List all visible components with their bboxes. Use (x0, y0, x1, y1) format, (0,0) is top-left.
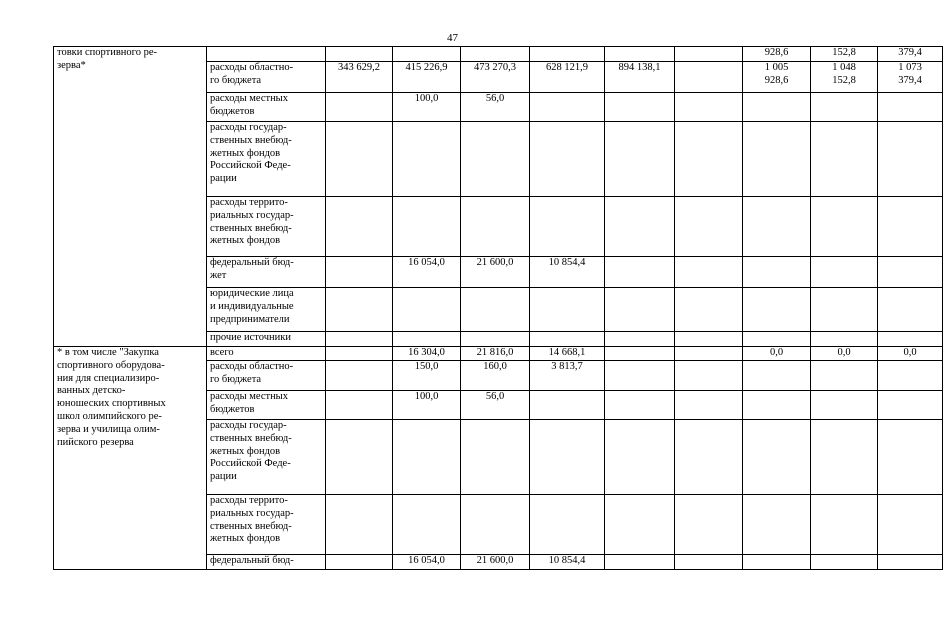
value-cell (743, 122, 811, 197)
value-cell (675, 347, 743, 361)
funding-source-cell: расходы террито- риальных государ- ственных внебюд- жетных фондов (207, 495, 326, 555)
value-cell (605, 391, 675, 420)
value-cell (743, 361, 811, 391)
value-cell (811, 288, 878, 332)
funding-source-cell: прочие источники (207, 332, 326, 347)
budget-table (53, 46, 943, 570)
funding-source-cell: расходы областно- го бюджета (207, 361, 326, 391)
value-cell (605, 420, 675, 495)
value-cell (811, 361, 878, 391)
table-row (54, 47, 943, 62)
value-cell (605, 495, 675, 555)
value-cell: 343 629,2 (326, 62, 393, 93)
value-cell (326, 288, 393, 332)
value-line: 928,6 (764, 74, 789, 86)
value-cell (605, 361, 675, 391)
value-cell: 100,0 (393, 391, 461, 420)
value-cell: 14 668,1 (530, 347, 605, 361)
value-cell: 628 121,9 (530, 62, 605, 93)
value-cell (605, 347, 675, 361)
value-cell: 473 270,3 (461, 62, 530, 93)
value-cell (605, 197, 675, 257)
value-cell (811, 420, 878, 495)
value-cell-stacked (811, 62, 878, 93)
value-cell: 16 054,0 (393, 555, 461, 570)
value-line: 379,4 (898, 74, 922, 86)
value-line: 1 073 (898, 62, 922, 73)
value-cell (326, 495, 393, 555)
value-cell: 21 600,0 (461, 555, 530, 570)
value-line: 152,8 (832, 74, 856, 86)
value-cell: 56,0 (461, 391, 530, 420)
value-line: 1 048 (832, 62, 856, 73)
value-cell (675, 62, 743, 93)
value-cell (393, 332, 461, 347)
value-cell (461, 495, 530, 555)
value-cell (743, 495, 811, 555)
value-cell (326, 47, 393, 62)
value-cell (743, 420, 811, 495)
value-cell (461, 197, 530, 257)
value-cell (878, 257, 943, 288)
value-cell (811, 495, 878, 555)
value-cell: 16 304,0 (393, 347, 461, 361)
value-cell: 160,0 (461, 361, 530, 391)
value-cell (878, 361, 943, 391)
value-cell (461, 47, 530, 62)
value-cell (326, 332, 393, 347)
value-cell (743, 288, 811, 332)
value-cell (605, 555, 675, 570)
value-cell (878, 495, 943, 555)
value-cell (326, 347, 393, 361)
value-cell: 3 813,7 (530, 361, 605, 391)
program-name-cell: товки спортивного ре- зерва* (54, 47, 207, 347)
value-cell (878, 555, 943, 570)
value-cell (393, 197, 461, 257)
value-cell (326, 197, 393, 257)
value-cell (605, 122, 675, 197)
value-cell (878, 122, 943, 197)
value-cell (461, 122, 530, 197)
value-cell (393, 122, 461, 197)
value-cell (605, 47, 675, 62)
funding-source-cell: расходы государ- ственных внебюд- жетных фондов Российской Феде- рации (207, 122, 326, 197)
value-cell (743, 197, 811, 257)
value-cell (675, 555, 743, 570)
table-row (54, 347, 943, 361)
program-name-cell: * в том числе "Закупка спортивного оборудова- ния для специализиро- ванных детско- юношеских спортивных школ олимпийского ре- зерва и училища олим- пийского резерва (54, 347, 207, 570)
value-cell (461, 288, 530, 332)
value-cell (675, 93, 743, 122)
value-cell (530, 391, 605, 420)
funding-source-cell (207, 47, 326, 62)
value-cell (393, 495, 461, 555)
value-cell (326, 391, 393, 420)
funding-source-cell: расходы государ- ственных внебюд- жетных фондов Российской Феде- рации (207, 420, 326, 495)
value-cell (605, 93, 675, 122)
value-cell (393, 420, 461, 495)
value-cell (675, 257, 743, 288)
value-cell (393, 288, 461, 332)
page-number: 47 (447, 32, 458, 44)
funding-source-cell: юридические лица и индивидуальные предприниматели (207, 288, 326, 332)
value-cell: 0,0 (878, 347, 943, 361)
value-cell: 10 854,4 (530, 555, 605, 570)
value-cell (326, 420, 393, 495)
value-cell (605, 288, 675, 332)
value-cell (530, 47, 605, 62)
value-cell: 0,0 (743, 347, 811, 361)
value-cell-stacked (878, 62, 943, 93)
value-cell (743, 257, 811, 288)
value-cell (326, 555, 393, 570)
value-cell (675, 197, 743, 257)
value-cell (605, 257, 675, 288)
value-cell: 415 226,9 (393, 62, 461, 93)
value-cell (530, 288, 605, 332)
value-cell (811, 555, 878, 570)
funding-source-cell: федеральный бюд- жет (207, 257, 326, 288)
value-cell (743, 93, 811, 122)
value-cell: 21 600,0 (461, 257, 530, 288)
value-cell (878, 391, 943, 420)
value-cell (811, 332, 878, 347)
value-cell (461, 332, 530, 347)
value-cell (743, 332, 811, 347)
value-cell (326, 122, 393, 197)
value-cell (675, 47, 743, 62)
funding-source-cell: всего (207, 347, 326, 361)
value-cell (675, 361, 743, 391)
value-cell: 379,4 (878, 47, 943, 62)
value-cell (675, 288, 743, 332)
value-cell (675, 420, 743, 495)
value-cell (811, 257, 878, 288)
value-cell (878, 332, 943, 347)
value-line: 1 005 (764, 62, 789, 73)
value-cell-stacked (743, 62, 811, 93)
value-cell: 56,0 (461, 93, 530, 122)
value-cell (530, 420, 605, 495)
value-cell: 0,0 (811, 347, 878, 361)
value-cell: 152,8 (811, 47, 878, 62)
value-cell (530, 93, 605, 122)
value-cell: 10 854,4 (530, 257, 605, 288)
value-cell: 100,0 (393, 93, 461, 122)
value-cell (530, 495, 605, 555)
funding-source-cell: расходы областно- го бюджета (207, 62, 326, 93)
table-body (54, 47, 943, 570)
value-cell (605, 332, 675, 347)
value-cell (675, 122, 743, 197)
value-cell (878, 420, 943, 495)
value-cell: 16 054,0 (393, 257, 461, 288)
value-cell (811, 391, 878, 420)
value-cell: 150,0 (393, 361, 461, 391)
value-cell (326, 361, 393, 391)
value-cell (811, 93, 878, 122)
value-cell: 894 138,1 (605, 62, 675, 93)
funding-source-cell: расходы местных бюджетов (207, 391, 326, 420)
value-cell (530, 332, 605, 347)
value-cell (878, 197, 943, 257)
value-cell (326, 93, 393, 122)
value-cell (743, 555, 811, 570)
funding-source-cell: расходы местных бюджетов (207, 93, 326, 122)
value-cell (393, 47, 461, 62)
value-cell (530, 197, 605, 257)
value-cell (461, 420, 530, 495)
funding-source-cell: федеральный бюд- (207, 555, 326, 570)
value-cell (675, 332, 743, 347)
value-cell (811, 122, 878, 197)
value-cell (530, 122, 605, 197)
value-cell: 928,6 (743, 47, 811, 62)
value-cell (811, 197, 878, 257)
value-cell (675, 495, 743, 555)
funding-source-cell: расходы террито- риальных государ- ственных внебюд- жетных фондов (207, 197, 326, 257)
value-cell (675, 391, 743, 420)
value-cell (878, 288, 943, 332)
value-cell (878, 93, 943, 122)
value-cell (326, 257, 393, 288)
value-cell: 21 816,0 (461, 347, 530, 361)
value-cell (743, 391, 811, 420)
